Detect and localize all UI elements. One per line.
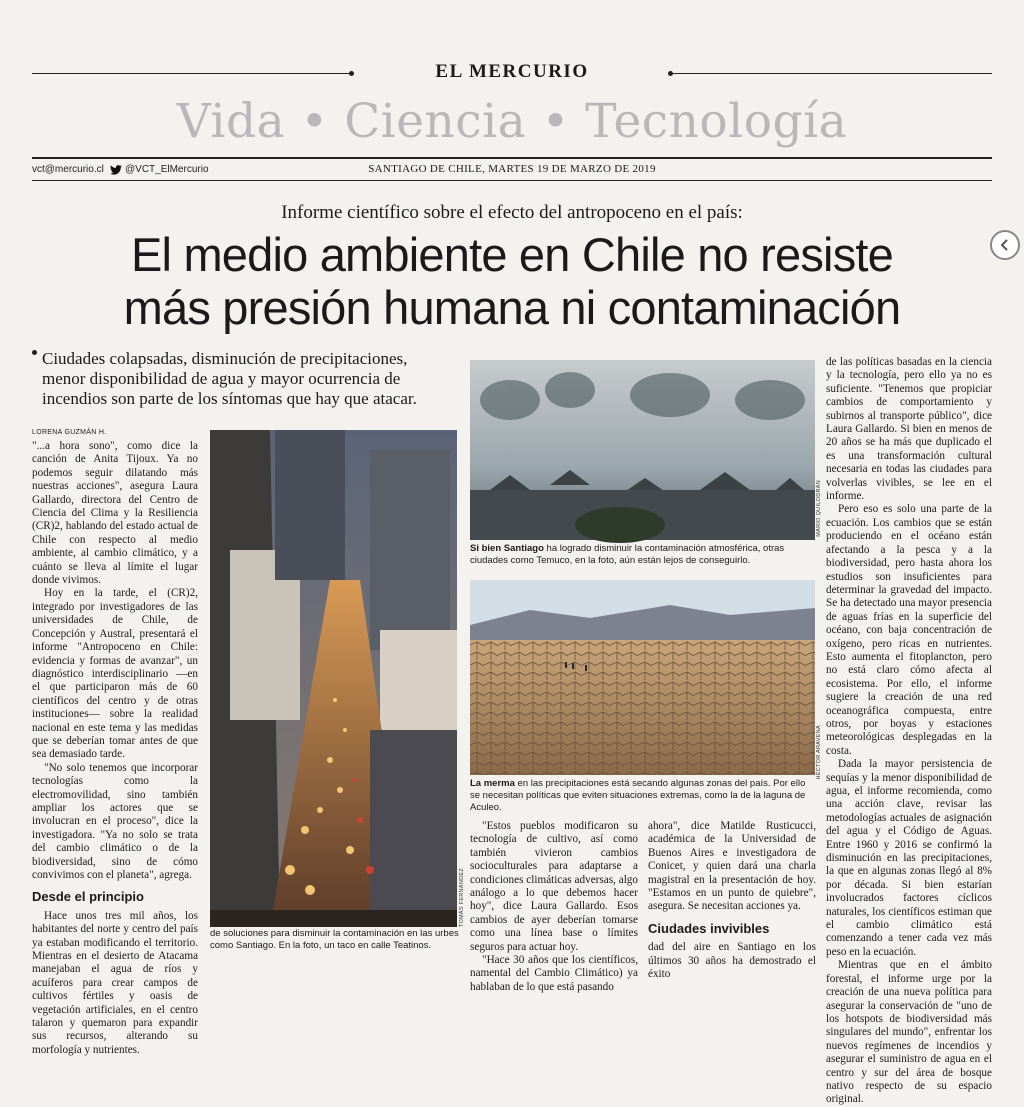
col1-paragraph-3: "No solo tenemos que incorporar tecnologías como la electromovilidad, sino también ampliar los actores que se involucran en el proceso", dice la investigadora. "Ya no solo se trata del cambio climático o de la biodiversidad, sino de cómo convivimos con el planeta", agrega. [32,761,198,881]
column-3a [470,820,638,993]
headline-line-1: El medio ambiente en Chile no resiste [131,228,893,281]
caption-smog-text: ha logrado disminuir la contaminación atmosférica, otras ciudades como Temuco, en la foto, aún están lejos de conseguirlo. [470,543,785,566]
subhead-ciudades-invivibles: Ciudades invivibles [648,920,770,936]
article-kicker: Informe científico sobre el efecto del antropoceno en el país: [281,202,743,223]
section-title: Vida • Ciencia • Tecnología [176,94,848,149]
column-1 [32,440,198,1057]
col3a-paragraph-1: "Estos pueblos modificaron su tecnología de cultivo, así como también vivieron cambios socioculturales para adaptarse a condiciones climáticas adversas, algo análogo a lo que debemos hacer hoy", dice Laura Gallardo. Esos cambios de ayer deberían tomarse como una línea base o límites seguros para actuar hoy. [470,820,638,953]
caption-smog-bold: Si bien Santiago [470,543,544,554]
col1-paragraph-4: Hace unos tres mil años, los habitantes del norte y centro del país ya estaban modificando el territorio. Mientras en el desierto de Atacama manejaban el agua de ríos y acuíferos para crear campos de cultivos fértiles y oasis de vegetación artificiales, en el centro talaron y quemaron para expandir sus recursos, alterando su morfología y nutrientes. [32,909,198,1056]
article-deck: Ciudades colapsadas, disminución de precipitaciones, menor disponibilidad de agua y mayor ocurrencia de incendios son parte de los síntomas que hay que atacar. [42,349,417,408]
photo-santiago-traffic [210,430,457,927]
chevron-left-icon [999,238,1011,252]
col4-paragraph-4: Mientras que en el ámbito forestal, el informe urge por la creación de una nueva política para asegurar la conservación de "uno de los hotspots de biodiversidad más singulares del mundo", enfrentar los nuevos regímenes de incendios y asegurar el suministro de agua en el centro y sur del área de bosque nativo respecto de su espacio original. [826,959,992,1106]
col4-paragraph-3: Dada la mayor persistencia de sequías y la menor disponibilidad de agua, el informe recomienda, como una acción clave, revisar las metodologías actuales de asignación del agua y el Código de Aguas. Entre 1960 y 2016 se confirmó la disminución en las precipitaciones, la que en algunas zonas llegó al 8% por década. Si bien estarían involucrados factores cíclicos naturales, los científicos estiman que el cambio climático está comenzando a tener cada vez más peso en la ecuación. [826,758,992,958]
credit-city-photo: TOMÁS FERNÁNDEZ [459,868,465,928]
col3a-paragraph-2: "Hace 30 años que los científicos, namental del Cambio Climático) ya hablaban de lo que está pasando [470,954,638,993]
col3b-paragraph-2: dad del aire en Santiago en los últimos 30 años ha demostrado el éxito [648,941,816,981]
photo-aculeo-lake [470,580,815,775]
dateline-rule-top [32,157,992,159]
deck-rule [32,352,36,353]
caption-smog-photo [470,543,815,567]
col4-paragraph-2: Pero eso es solo una parte de la ecuación. Los cambios que se están produciendo en el océano están afectando a la pesca y a la biodiversidad, pero hasta ahora los estudios son insuficientes para determinar la gravedad del impacto. Se ha detectado una mayor presencia de aguas frías en la superficie del océano, con baja concentración de oxígeno, pero ricas en nutrientes. Esto aumenta el fitoplancton, pero no está claro cómo afecta al ecosistema. Por ello, el informe sugiere la creación de una red oceanográfica compuesta, entre otros, por boyas y estaciones meteorológicas desplegadas en la costa. [826,503,992,757]
col4-paragraph-1: de las políticas basadas en la ciencia y la tecnología, pero ello ya no es suficiente. "Tenemos que propiciar cambios de comportamiento y subirnos al transporte público", dice Laura Gallardo. Si bien en menos de 20 años se ha más que duplicado el es una transformación cultural necesaria en todas las ciudades para volverlas vivibles, se lee en el informe. [826,356,992,503]
photo-temuco-smog [470,360,815,540]
col1-paragraph-1: "...a hora sono", como dice la canción de Anita Tijoux. Ya no podemos seguir dilatando más nuestras acciones", asegura Laura Gallardo, directora del Centro de Ciencia del Clima y la Resiliencia (CR)2, hablando del estado actual de Chile con respecto al medio ambiente, al cambio climático, y a cuánto se lleva al límite el lugar donde vivimos. [32,440,198,587]
dateline: SANTIAGO DE CHILE, MARTES 19 DE MARZO DE 2019 [368,163,656,175]
masthead-title: EL MERCURIO [435,61,589,82]
byline: LORENA GUZMÁN H. [32,429,107,436]
caption-city-photo: de soluciones para disminuir la contaminación en las urbes como Santiago. En la foto, un taco en calle Teatinos. [210,928,459,951]
caption-lake-bold: La merma [470,778,515,789]
email-link[interactable]: vct@mercurio.cl [32,164,104,175]
subhead-desde-el-principio: Desde el principio [32,889,144,905]
credit-smog-photo: MARIO QUILODRÁN [816,480,822,537]
col3b-paragraph-1: ahora", dice Matilde Rusticucci, académica de la Universidad de Buenos Aires e investigadora de Conicet, y quien dará una charla magistral en la presentación de hoy. "Estamos en un punto de quiebre", asegura. Se necesitan acciones ya. [648,820,816,913]
col1-paragraph-2: Hoy en la tarde, el (CR)2, integrado por investigadores de las universidades de Chile, de Concepción y Austral, presentará el informe "Antropoceno en Chile: evidencia y formas de avanzar", un diagnóstico interdisciplinario —en el que participaron más de 60 científicos del centro y de otras instituciones— sobre la realidad nacional en este tema y las medidas que se deberían tomar antes de que sea demasiado tarde. [32,587,198,761]
caption-lake-text: en las precipitaciones está secando algunas zonas del país. Por ello se necesitan políticas que eviten situaciones extremas, como la de la laguna de Aculeo. [470,778,806,813]
caption-lake-photo [470,778,815,814]
previous-page-button[interactable] [990,230,1020,260]
column-4 [826,356,992,1106]
column-3b [648,820,816,981]
twitter-handle-text: @VCT_ElMercurio [125,164,209,175]
dateline-rule-bottom [32,180,992,181]
article-headline [0,228,1024,334]
credit-lake-photo: HÉCTOR ARAVENA [816,725,822,780]
headline-line-2: más presión humana ni contaminación [123,281,901,334]
